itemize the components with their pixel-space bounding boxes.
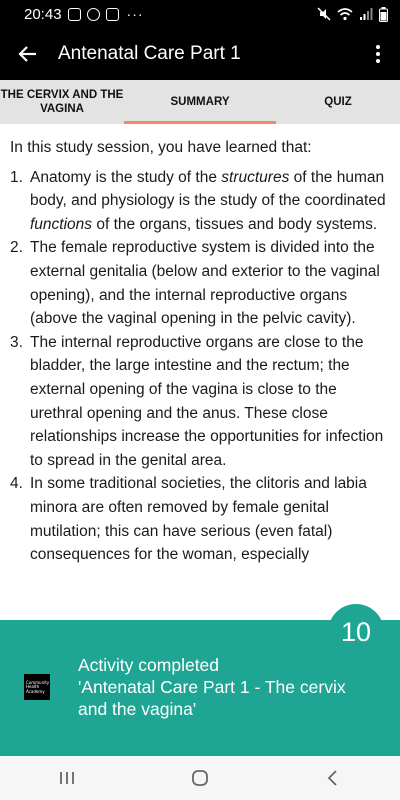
emphasis-text: functions: [30, 215, 93, 233]
back-nav-button[interactable]: [303, 756, 363, 800]
completion-message: [78, 654, 378, 720]
summary-list-item: [10, 472, 390, 566]
summary-list-item: [10, 166, 390, 237]
tab-quiz[interactable]: [276, 80, 400, 124]
signal-icon: [359, 7, 373, 21]
tab-label: SUMMARY: [170, 96, 230, 108]
tab-bar: [0, 80, 400, 124]
list-item-text: [30, 166, 390, 237]
more-options-button[interactable]: [356, 28, 400, 80]
text-run: In some traditional societies, the clitoris and labia minora are often removed by female genital mutilation; this can have serious (even fatal) consequences for the woman, especially: [30, 475, 367, 564]
text-run: The internal reproductive organs are close to the bladder, the large intestine and the rectum; the external opening of the vagina is close to the urethral opening and the anus. These close relationships increase the opportunities for infection to spread in the genital area.: [30, 333, 384, 469]
completion-subtitle: 'Antenatal Care Part 1 - The cervix and the vagina': [78, 677, 346, 719]
home-icon: [191, 769, 209, 787]
text-run: of the human body, and physiology is the study of the coordinated: [30, 168, 386, 210]
emphasis-text: structures: [221, 168, 290, 186]
battery-icon: [379, 7, 388, 22]
tab-label-line-1: THE CERVIX AND THE: [0, 89, 124, 101]
arrow-left-icon: [18, 45, 38, 63]
logo-text-3: Academy: [26, 688, 45, 694]
tab-label: [1, 88, 124, 116]
back-button[interactable]: [0, 28, 56, 80]
text-run: of the organs, tissues and body systems.: [92, 215, 378, 233]
home-button[interactable]: [170, 756, 230, 800]
summary-intro: In this study session, you have learned that:: [10, 139, 312, 156]
tab-summary[interactable]: [124, 80, 276, 124]
list-item-text: [30, 331, 390, 473]
tab-label-line-2: VAGINA: [40, 103, 84, 115]
completed-count-badge: 10: [328, 604, 384, 660]
chevron-left-icon: [326, 769, 340, 787]
system-nav-bar: [0, 756, 400, 800]
status-time: 20:43: [24, 5, 62, 23]
status-right: [317, 7, 388, 22]
list-item-text: [30, 236, 390, 330]
status-bar: [0, 0, 400, 28]
tab-label: QUIZ: [324, 96, 352, 108]
page-title: Antenatal Care Part 1: [58, 43, 241, 64]
gallery-notification-icon: [106, 8, 119, 21]
summary-list: [10, 166, 390, 567]
logo-text-2: Health: [26, 684, 40, 690]
list-item-text: [30, 472, 390, 566]
summary-list-item: [10, 331, 390, 473]
summary-content[interactable]: [0, 124, 400, 620]
recent-apps-button[interactable]: [37, 756, 97, 800]
wifi-icon: [337, 7, 353, 21]
completion-title: Activity completed: [78, 655, 220, 675]
mute-icon: [317, 7, 331, 21]
app-notification-icon: [87, 8, 100, 21]
more-vertical-icon: [375, 44, 381, 64]
text-run: Anatomy is the study of the: [30, 168, 222, 186]
recent-apps-icon: [58, 770, 76, 786]
text-run: The female reproductive system is divided into the external genitalia (below and exterior to the vaginal opening), and the internal reproductive organs (above the vaginal opening in the pelvic cavity).: [30, 239, 380, 328]
app-bar: [0, 28, 400, 80]
logo-text-1: Community: [26, 680, 50, 685]
status-left: [24, 6, 144, 23]
academy-logo: [24, 674, 50, 700]
list-item-number: 4.: [10, 475, 23, 493]
list-item-number: 3.: [10, 333, 23, 351]
list-item-number: 1.: [10, 168, 23, 186]
more-notifications-icon: ···: [126, 6, 144, 22]
list-item-number: 2.: [10, 239, 23, 257]
summary-list-item: [10, 236, 390, 330]
tab-cervix-and-vagina[interactable]: [0, 80, 124, 124]
image-notification-icon: [68, 8, 81, 21]
